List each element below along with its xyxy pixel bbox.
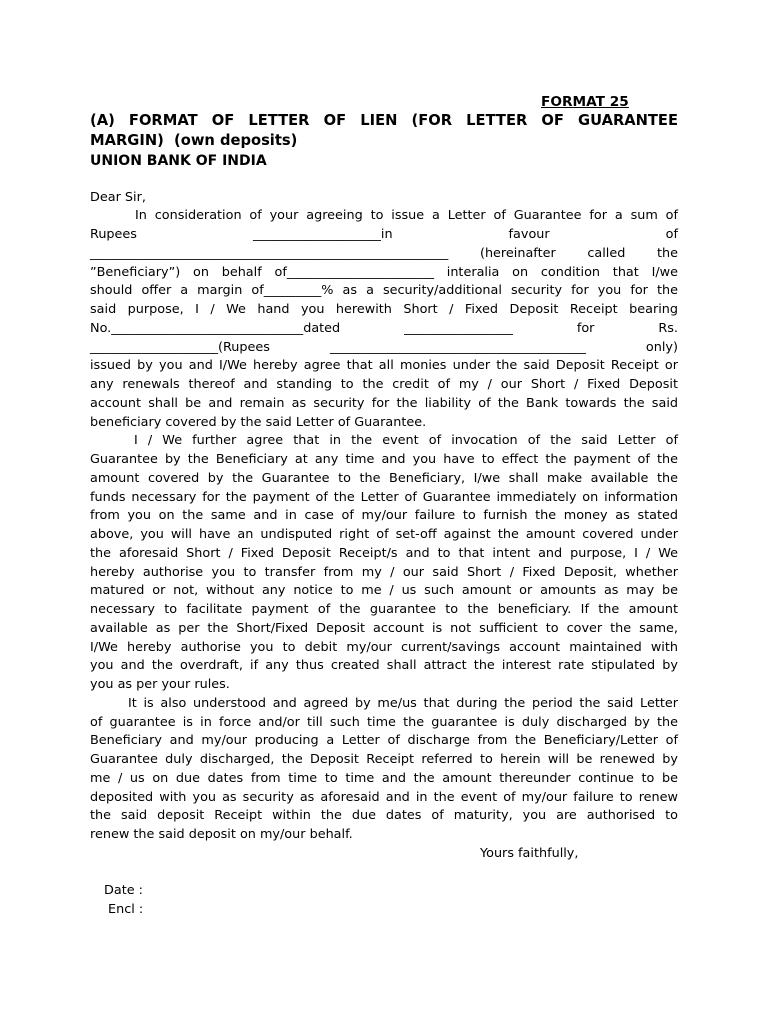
paragraph-line: amount covered by the Guarantee to the Beneficiary, I/we shall make available the — [90, 470, 678, 486]
letter-body — [90, 189, 678, 920]
date-label: Date : — [104, 883, 143, 899]
paragraph-line: ____________________(Rupees ________________________________________ only) — [90, 339, 678, 355]
paragraph-line: me / us on due dates from time to time and the amount thereunder continue to be — [90, 770, 678, 786]
paragraph-line: I/We hereby authorise you to debit my/our current/savings account maintained with — [90, 639, 678, 655]
heading-line: (A) FORMAT OF LETTER OF LIEN (FOR LETTER OF GUARANTEE — [90, 112, 678, 129]
paragraph-line: above, you will have an undisputed right of set-off against the amount covered under — [90, 527, 678, 543]
paragraph-line: should offer a margin of_________% as a security/additional security for you for the — [90, 283, 678, 299]
blank-line — [90, 864, 678, 883]
paragraph-line: you and the overdraft, if any thus created shall attract the interest rate stipulated by — [90, 658, 678, 674]
paragraph-line: hereby authorise you to transfer from my / our said Short / Fixed Deposit, whether — [90, 564, 678, 580]
bank-name: UNION BANK OF INDIA — [90, 153, 267, 169]
paragraph-line: issued by you and I/We hereby agree that all monies under the said Deposit Receipt or — [90, 358, 678, 374]
paragraph-line: renew the said deposit on my/our behalf. — [90, 827, 353, 843]
paragraph-line: In consideration of your agreeing to issue a Letter of Guarantee for a sum of — [135, 208, 678, 224]
encl-label: Encl : — [108, 902, 144, 918]
paragraph-line: Rupees ____________________in favour of — [90, 227, 678, 243]
paragraph-line: matured or not, without any notice to me / us such amount or amounts as may be — [90, 583, 678, 599]
paragraph-line: the said deposit Receipt within the due dates of maturity, you are authorised to — [90, 808, 678, 824]
paragraph-line: of guarantee is in force and/or till such time the guarantee is duly discharged by the — [90, 714, 678, 730]
paragraph-line: It is also understood and agreed by me/us that during the period the said Letter — [128, 695, 678, 711]
paragraph-invocation — [90, 432, 678, 695]
paragraph-line: account shall be and remain as security for the liability of the Bank towards the said — [90, 395, 678, 411]
paragraph-line: ________________________________________________________ (hereinafter called the — [90, 245, 678, 261]
paragraph-line: deposited with you as security as aforesaid and in the event of my/our failure to renew — [90, 789, 678, 805]
format-label: FORMAT 25 — [541, 94, 629, 110]
paragraph-line: ”Beneficiary”) on behalf of_______________________ interalia on condition that I/we — [90, 264, 678, 280]
paragraph-line: I / We further agree that in the event of invocation of the said Letter of — [134, 433, 678, 449]
salutation: Dear Sir, — [90, 189, 146, 205]
paragraph-line: No.______________________________dated _________________ for Rs. — [90, 320, 678, 336]
paragraph-renewal — [90, 695, 678, 845]
paragraph-line: from you on the same and in case of my/our failure to furnish the money as stated — [90, 508, 678, 524]
paragraph-line: the aforesaid Short / Fixed Deposit Receipt/s and to that intent and purpose, I / We — [90, 545, 678, 561]
paragraph-line: available as per the Short/Fixed Deposit account is not sufficient to cover the same, — [90, 620, 678, 636]
heading-line: MARGIN) (own deposits) — [90, 132, 298, 149]
paragraph-line: you as per your rules. — [90, 677, 230, 693]
paragraph-consideration — [90, 207, 678, 432]
paragraph-line: Guarantee duly discharged, the Deposit Receipt referred to herein will be renewed by — [90, 752, 678, 768]
closing: Yours faithfully, — [480, 845, 579, 861]
paragraph-line: necessary to facilitate payment of the guarantee to the beneficiary. If the amount — [90, 602, 678, 618]
paragraph-line: any renewals thereof and standing to the credit of my / our Short / Fixed Deposit — [90, 377, 678, 393]
paragraph-line: funds necessary for the payment of the Letter of Guarantee immediately on information — [90, 489, 678, 505]
paragraph-line: Guarantee by the Beneficiary at any time and you have to effect the payment of the — [90, 452, 678, 468]
letter-heading — [90, 111, 678, 171]
paragraph-line: beneficiary covered by the said Letter of Guarantee. — [90, 414, 427, 430]
paragraph-line: Beneficiary and my/our producing a Letter of discharge from the Beneficiary/Letter of — [90, 733, 678, 749]
paragraph-line: said purpose, I / We hand you herewith Short / Fixed Deposit Receipt bearing — [90, 302, 678, 318]
